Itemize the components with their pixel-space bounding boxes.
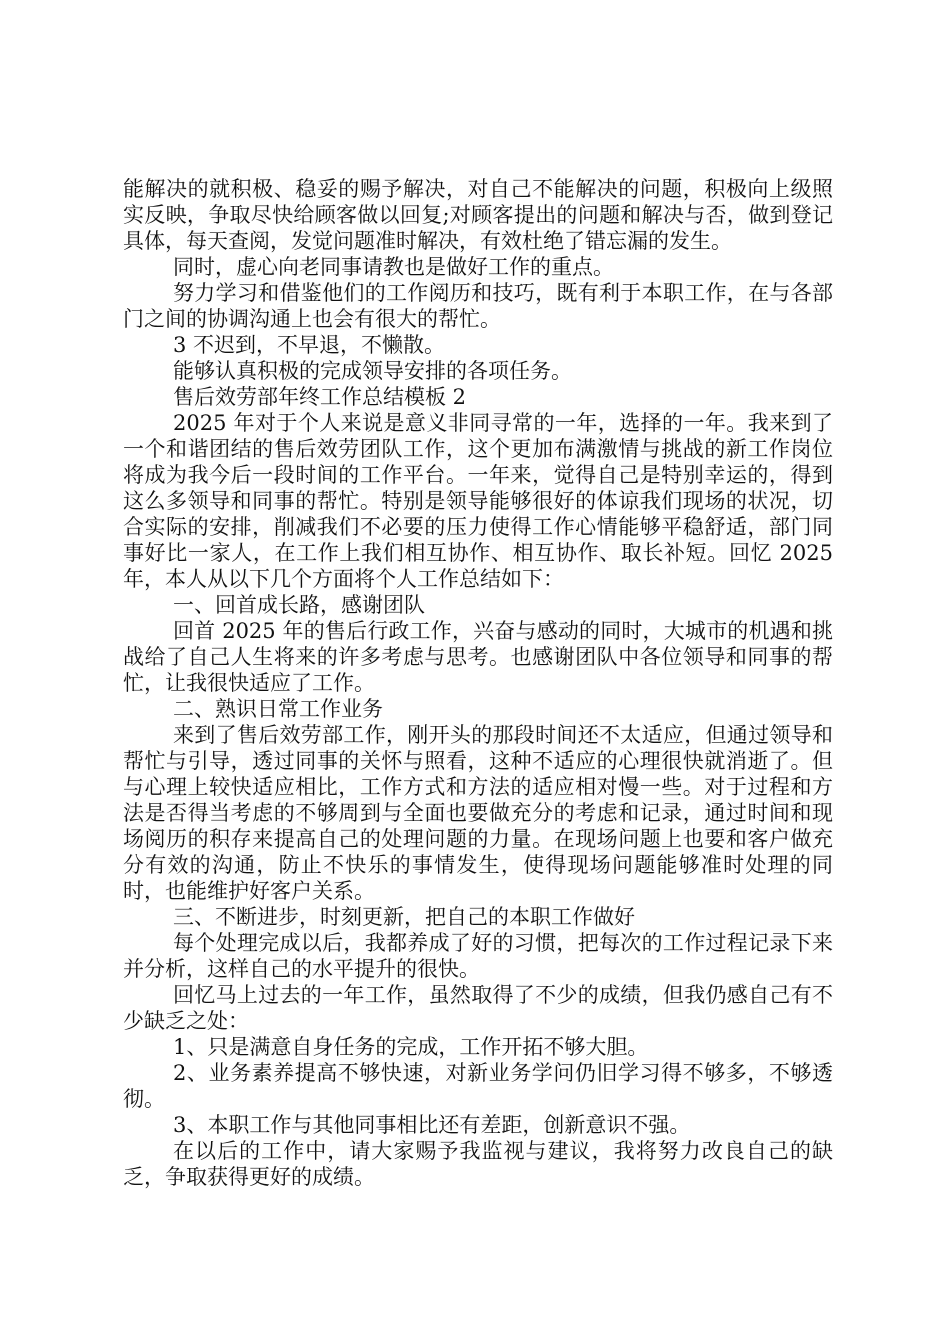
heading-2: 二、熟识日常工作业务: [173, 697, 383, 721]
paragraph-2: 同时，虚心向老同事请教也是做好工作的重点。: [173, 255, 614, 279]
heading-3: 三、不断进步，时刻更新，把自己的本职工作做好: [173, 905, 635, 929]
list-item-1: 1、只是满意自身任务的完成，工作开拓不够大胆。: [173, 1035, 649, 1059]
paragraph-4: 3 不迟到，不早退，不懒散。: [173, 333, 446, 357]
paragraph-1: 能解决的就积极、稳妥的赐予解决，对自己不能解决的问题，积极向上级照实反映，争取尽快给顾客做以回复;对顾客提出的问题和解决与否，做到登记具体，每天查阅，发觉问题准时解决，有效杜绝了错忘漏的发生。: [123, 177, 833, 253]
paragraph-3: 努力学习和借鉴他们的工作阅历和技巧，既有利于本职工作，在与各部门之间的协调沟通上也会有很大的帮忙。: [123, 281, 833, 331]
heading-1: 一、回首成长路，感谢团队: [173, 593, 425, 617]
document-body: [123, 176, 833, 1190]
paragraph-9: 回首 2025 年的售后行政工作，兴奋与感动的同时，大城市的机遇和挑战给了自己人生将来的许多考虑与思考。也感谢团队中各位领导和同事的帮忙，让我很快适应了工作。: [123, 619, 833, 695]
paragraph-13: 每个处理完成以后，我都养成了好的习惯，把每次的工作过程记录下来并分析，这样自己的水平提升的很快。: [123, 931, 833, 981]
paragraph-7: 2025 年对于个人来说是意义非同寻常的一年，选择的一年。我来到了一个和谐团结的售后效劳团队工作，这个更加布满激情与挑战的新工作岗位将成为我今后一段时间的工作平台。一年来，觉得自己是特别幸运的，得到这么多领导和同事的帮忙。特别是领导能够很好的体谅我们现场的状况，切合实际的安排，削减我们不必要的压力使得工作心情能够平稳舒适，部门同事好比一家人，在工作上我们相互协作、相互协作、取长补短。回忆 2025 年，本人从以下几个方面将个人工作总结如下：: [123, 411, 833, 591]
paragraph-5: 能够认真积极的完成领导安排的各项任务。: [173, 359, 572, 383]
list-item-3: 3、本职工作与其他同事相比还有差距，创新意识不强。: [173, 1113, 691, 1137]
paragraph-14: 回忆马上过去的一年工作，虽然取得了不少的成绩，但我仍感自己有不少缺乏之处：: [123, 983, 833, 1033]
paragraph-18: 在以后的工作中，请大家赐予我监视与建议，我将努力改良自己的缺乏，争取获得更好的成绩。: [123, 1139, 833, 1189]
paragraph-11: 来到了售后效劳部工作，刚开头的那段时间还不太适应，但通过领导和帮忙与引导，透过同事的关怀与照看，这种不适应的心理很快就消逝了。但与心理上较快适应相比，工作方式和方法的适应相对慢一些。对于过程和方法是否得当考虑的不够周到与全面也要做充分的考虑和记录，通过时间和现场阅历的积存来提高自己的处理问题的力量。在现场问题上也要和客户做充分有效的沟通，防止不快乐的事情发生，使得现场问题能够准时处理的同时，也能维护好客户关系。: [123, 723, 833, 903]
section-title: 售后效劳部年终工作总结模板 2: [173, 385, 467, 409]
list-item-2: 2、业务素养提高不够快速，对新业务学问仍旧学习得不够多，不够透彻。: [123, 1061, 833, 1111]
